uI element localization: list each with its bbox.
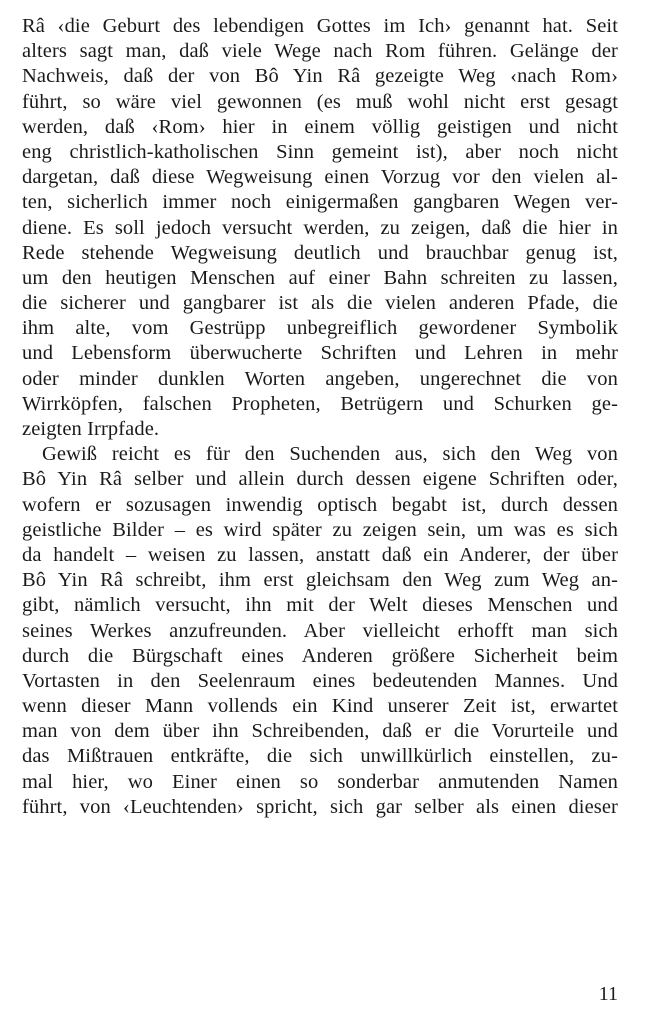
text-line: Râ ‹die Geburt des lebendigen Gottes im Ich› genannt hat. Seit [22, 15, 618, 37]
text-line: und Lebensform überwucherte Schriften und Lehren in mehr [22, 342, 618, 365]
text-line: mal hier, wo Einer einen so sonderbar anmutenden Namen [22, 770, 618, 793]
text-line: man von dem über ihn Schreibenden, daß er die Vorurteile und [22, 720, 618, 743]
text-line: seines Werkes anzufreunden. Aber vielleicht erhofft man sich [22, 619, 618, 642]
text-line: Nachweis, daß der von Bô Yin Râ gezeigte Weg ‹nach Rom› [22, 65, 618, 88]
text-line: führt, so wäre viel gewonnen (es muß wohl nicht erst gesagt [22, 90, 618, 113]
text-line: um den heutigen Menschen auf einer Bahn schreiten zu lassen, [22, 266, 618, 289]
text-line: durch die Bürgschaft eines Anderen größere Sicherheit beim [22, 644, 618, 667]
text-line: Vortasten in den Seelenraum eines bedeutenden Mannes. Und [22, 669, 618, 692]
text-line: eng christlich-katholischen Sinn gemeint ist), aber noch nicht [22, 140, 618, 163]
text-line: alters sagt man, daß viele Wege nach Rom führen. Gelänge der [22, 40, 618, 63]
text-line: Bô Yin Râ schreibt, ihm erst gleichsam den Weg zum Weg an- [22, 569, 618, 592]
text-line: ten, sicherlich immer noch einigermaßen gangbaren Wegen ver- [22, 191, 618, 214]
text-line: führt, von ‹Leuchtenden› spricht, sich gar selber als einen dieser [22, 795, 618, 818]
text-line: diene. Es soll jedoch versucht werden, zu zeigen, daß die hier in [22, 216, 618, 239]
text-line: ihm alte, vom Gestrüpp unbegreiflich gewordener Symbolik [22, 317, 618, 340]
text-line: wenn dieser Mann vollends ein Kind unserer Zeit ist, erwartet [22, 695, 618, 718]
text-line: das Mißtrauen entkräfte, die sich unwillkürlich einstellen, zu- [22, 745, 618, 768]
body-text [22, 14, 618, 820]
page-number: 11 [598, 983, 618, 1005]
text-line: wofern er sozusagen inwendig optisch begabt ist, durch dessen [22, 493, 618, 516]
text-line: oder minder dunklen Worten angeben, ungerechnet die von [22, 367, 618, 390]
text-line: dargetan, daß diese Wegweisung einen Vorzug vor den vielen al- [22, 166, 618, 189]
text-line: Rede stehende Wegweisung deutlich und brauchbar genug ist, [22, 241, 618, 264]
text-line: werden, daß ‹Rom› hier in einem völlig geistigen und nicht [22, 115, 618, 138]
text-line: gibt, nämlich versucht, ihn mit der Welt dieses Menschen und [22, 594, 618, 617]
paragraph-start-line: Gewiß reicht es für den Suchenden aus, sich den Weg von [42, 443, 618, 466]
text-line: die sicherer und gangbarer ist als die vielen anderen Pfade, die [22, 292, 618, 315]
text-line: Bô Yin Râ selber und allein durch dessen eigene Schriften oder, [22, 468, 618, 491]
text-line: da handelt – weisen zu lassen, anstatt daß ein Anderer, der über [22, 543, 618, 566]
text-line: Wirrköpfen, falschen Propheten, Betrügern und Schurken ge- [22, 392, 618, 415]
text-line: geistliche Bilder – es wird später zu zeigen sein, um was es sich [22, 518, 618, 541]
paragraph-end-line: zeigten Irrpfade. [22, 418, 160, 440]
